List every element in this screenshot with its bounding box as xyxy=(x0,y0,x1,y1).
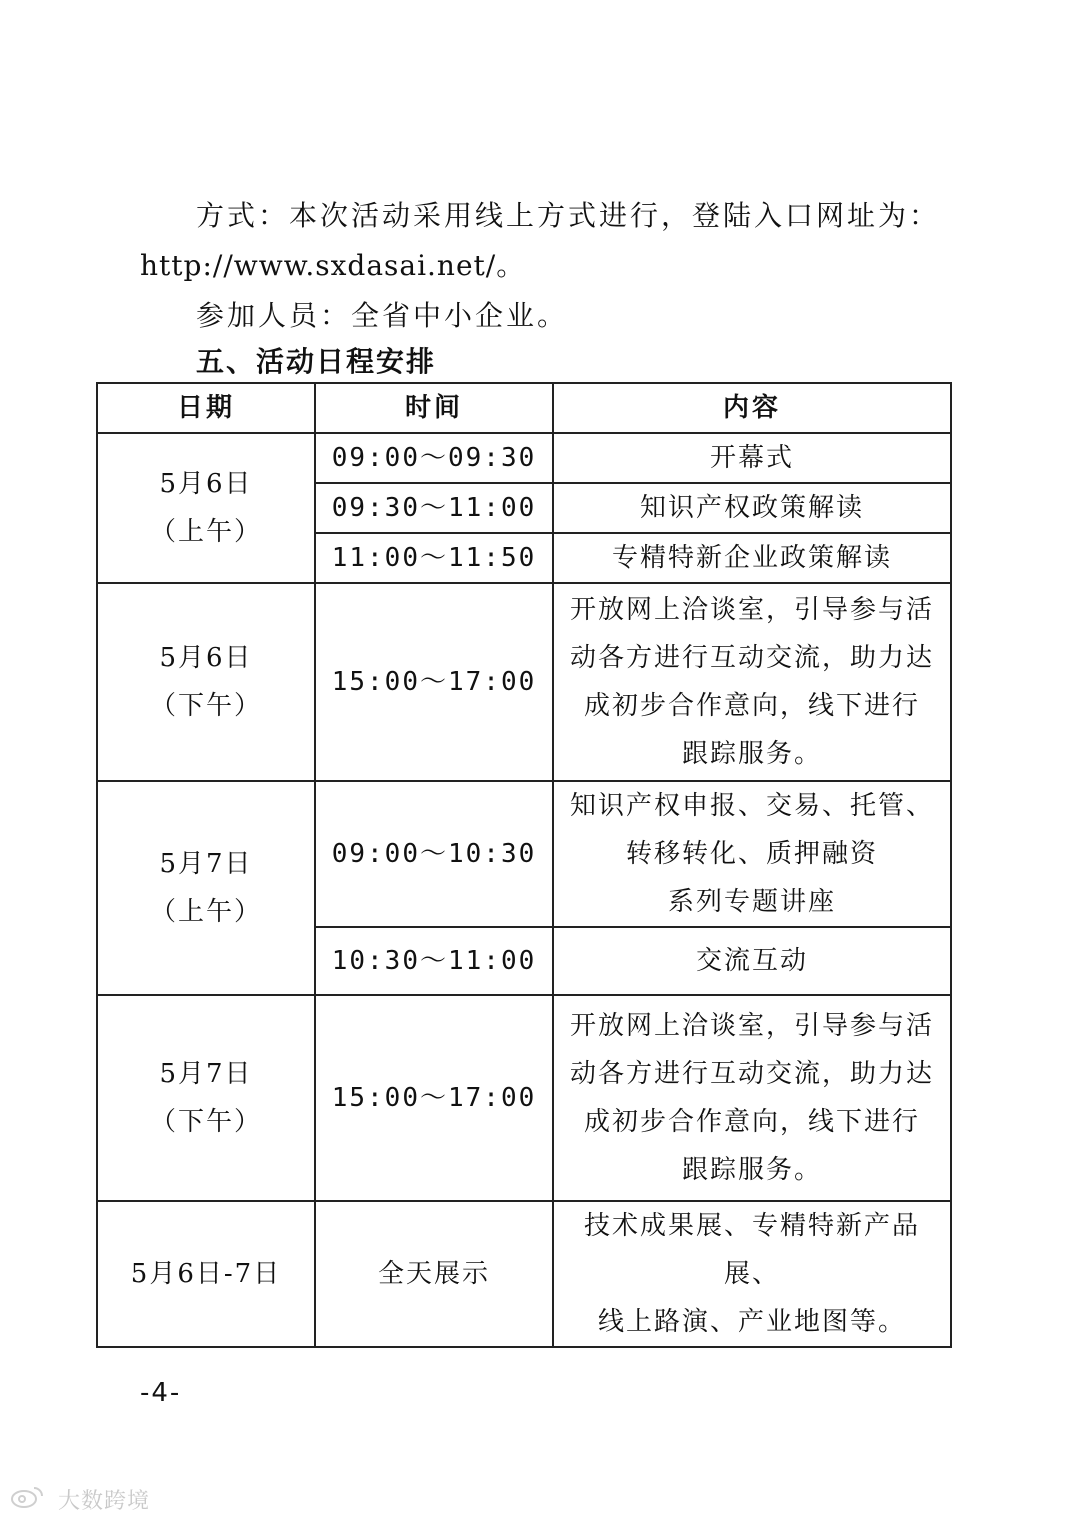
section-heading: 五、活动日程安排 xyxy=(196,345,437,378)
content-line: 技术成果展、专精特新产品展、 xyxy=(583,1211,920,1289)
table-row xyxy=(97,781,951,927)
date-line: 5月7日 xyxy=(159,849,253,879)
header-content: 内容 xyxy=(553,383,951,433)
table-header-row xyxy=(97,383,951,433)
table-row xyxy=(97,1201,951,1347)
time-cell: 15:00～17:00 xyxy=(315,583,553,781)
table-row xyxy=(97,433,951,483)
date-cell xyxy=(97,433,315,583)
date-line: 5月6日 xyxy=(159,643,253,673)
content-line: 成初步合作意向，线下进行 xyxy=(583,1107,920,1137)
date-period: （上午） xyxy=(149,897,262,927)
watermark-text: 大数跨境 xyxy=(58,1489,151,1514)
content-line: 系列专题讲座 xyxy=(667,887,836,917)
date-line: 5月6日 xyxy=(159,469,253,499)
time-cell: 全天展示 xyxy=(315,1201,553,1347)
date-line: 5月7日 xyxy=(159,1059,253,1089)
content-line: 跟踪服务。 xyxy=(681,1155,822,1185)
time-cell: 15:00～17:00 xyxy=(315,995,553,1201)
date-cell xyxy=(97,583,315,781)
content-cell xyxy=(553,781,951,927)
date-period: （上午） xyxy=(149,517,262,547)
time-cell: 09:00～10:30 xyxy=(315,781,553,927)
participants-paragraph: 参加人员：全省中小企业。 xyxy=(196,299,569,332)
table-row xyxy=(97,583,951,781)
content-line: 动各方进行互动交流，助力达 xyxy=(569,643,934,673)
content-line: 成初步合作意向，线下进行 xyxy=(583,691,920,721)
time-cell: 09:00～09:30 xyxy=(315,433,553,483)
header-time: 时间 xyxy=(315,383,553,433)
content-line: 知识产权申报、交易、托管、 xyxy=(569,791,934,821)
date-cell: 5月6日-7日 xyxy=(97,1201,315,1347)
watermark xyxy=(10,1484,150,1515)
content-cell xyxy=(553,995,951,1201)
content-line: 动各方进行互动交流，助力达 xyxy=(569,1059,934,1089)
schedule-table xyxy=(96,382,952,1348)
content-line: 开放网上洽谈室，引导参与活 xyxy=(569,595,934,625)
content-line: 转移转化、质押融资 xyxy=(625,839,878,869)
content-cell xyxy=(553,583,951,781)
content-cell: 专精特新企业政策解读 xyxy=(553,533,951,583)
content-line: 线上路演、产业地图等。 xyxy=(597,1307,906,1337)
content-line: 开放网上洽谈室，引导参与活 xyxy=(569,1011,934,1041)
date-period: （下午） xyxy=(149,1107,262,1137)
time-cell: 11:00～11:50 xyxy=(315,533,553,583)
method-paragraph: 方式：本次活动采用线上方式进行，登陆入口网址为： xyxy=(196,199,941,232)
time-cell: 10:30～11:00 xyxy=(315,927,553,995)
content-cell: 知识产权政策解读 xyxy=(553,483,951,533)
url-paragraph: http://www.sxdasai.net/。 xyxy=(140,249,526,282)
weibo-logo-icon xyxy=(10,1484,44,1514)
header-date: 日期 xyxy=(97,383,315,433)
time-cell: 09:30～11:00 xyxy=(315,483,553,533)
table-row xyxy=(97,995,951,1201)
content-line: 跟踪服务。 xyxy=(681,739,822,769)
date-cell xyxy=(97,995,315,1201)
date-period: （下午） xyxy=(149,691,262,721)
date-cell xyxy=(97,781,315,995)
content-cell xyxy=(553,1201,951,1347)
content-cell: 交流互动 xyxy=(553,927,951,995)
page-number: -4- xyxy=(140,1378,182,1408)
content-cell: 开幕式 xyxy=(553,433,951,483)
